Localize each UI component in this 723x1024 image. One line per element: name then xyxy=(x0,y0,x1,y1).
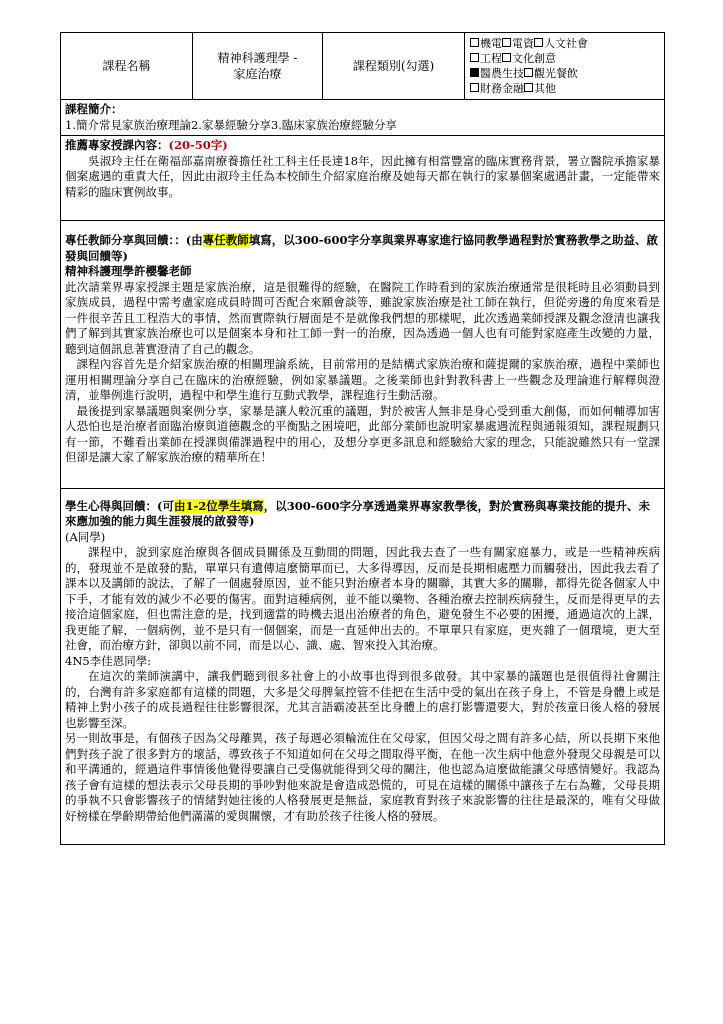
teacher-title-a: 專任教師分享與回饋： xyxy=(65,233,175,247)
recommend-text: 吳淑玲主任在衛福部嘉南療養擔任社工科主任長達18年，因此擁有相當豐富的臨床實務背景，署立醫院承擔家暴個案處遇的重責大任，因此由淑玲主任為本校師生介紹家庭治療及她每天都在執行的家暴個案處遇計畫，一定能帶來精彩的臨床實例故事。 xyxy=(65,153,660,199)
student-b-paragraph-1: 在這次的業師演講中，讓我們聽到很多社會上的小故事也得到很多啟發。其中家暴的議題也是很值得社會關注的，台灣有許多家庭都有這樣的問題，大多是父母脾氣控管不佳把在生活中受的氣出在孩子身上，不管是身體上或是精神上對小孩子的成長過程往往影響很深，尤其言語霸凌甚至比身體上的虐打影響還要大，對於孩童日後人格的發展也影響至深。 xyxy=(65,669,660,730)
category-option[interactable]: 人文社會 xyxy=(534,37,588,50)
teacher-heading xyxy=(65,233,660,264)
category-label: 課程類別(勾選) xyxy=(323,33,465,100)
teacher-title-c: 填寫，以300-600字分享與業界專家進行協同教學過程對於實務教學之助益、啟發與回饋等) xyxy=(65,233,658,263)
teacher-title-b: ：(由 xyxy=(174,233,203,247)
category-option[interactable]: 其他 xyxy=(524,82,556,95)
teacher-title-highlight: 專任教師 xyxy=(202,233,249,247)
student-title-b: ，以300-600字分享透過業界專家教學後，對於實務與專業技能的提升、未來應加強的能力與生涯發展的啟發等) xyxy=(65,498,651,528)
checkbox-icon[interactable] xyxy=(524,83,533,92)
recommend-heading xyxy=(65,138,660,154)
teacher-name: 精神科護理學許櫻馨老師 xyxy=(65,264,192,278)
student-b-label: 4N5李佳恩同學: xyxy=(65,653,152,668)
teacher-cell xyxy=(61,221,665,489)
category-option[interactable]: 機電 xyxy=(470,37,502,50)
recommend-row xyxy=(61,136,665,221)
recommend-cell xyxy=(61,136,665,221)
checkbox-icon[interactable] xyxy=(470,38,479,47)
form-page xyxy=(60,32,664,845)
course-name-line1: 精神科護理學 - xyxy=(217,51,298,65)
recommend-title: 推薦專家授課內容： xyxy=(65,138,169,152)
teacher-paragraph-3: 最後提到家暴議題與案例分享，家暴是讓人較沉重的議題，對於被害人無非是身心受到重大創傷，而如何輔導加害人恐怕也是治療者面臨治療與道德觀念的平衡點之困境吧，此部分業師也說明家暴處遇流程與通報須知，課程規劃只有一節，不難看出業師在授課與備課過程中的用心，及想分享更多訊息和經驗給大家的理念，只能說雖然只有一堂課但卻是讓大家了解家族治療的精華所在！ xyxy=(65,403,660,464)
student-heading xyxy=(65,499,660,530)
student-title-a: 學生心得與回饋：(可 xyxy=(65,498,174,513)
intro-text: 1.簡介常見家族治療理論2.家暴經驗分享3.臨床家族治療經驗分享 xyxy=(65,117,397,132)
category-option[interactable]: 觀光餐飲 xyxy=(524,67,578,80)
category-options xyxy=(465,33,665,100)
category-option[interactable]: 電資 xyxy=(502,37,534,50)
intro-cell xyxy=(61,100,665,136)
intro-row xyxy=(61,100,665,136)
checkbox-icon[interactable] xyxy=(502,38,511,47)
teacher-row xyxy=(61,221,665,489)
checkbox-icon[interactable] xyxy=(470,53,479,62)
teacher-paragraph-1: 此次請業界專家授課主題是家族治療，這是很難得的經驗，在醫院工作時看到的家族治療通常是很耗時且必須動員到家族成員，過程中需考慮家庭成員時間可否配合來願會談等，雖說家族治療是社工師在執行，但從旁邊的角度來看是一件很辛苦且工程浩大的事情，然而實際執行層面是不是就像我們想的那樣呢，此次透過業師授課及觀念澄清也讓我們了解到其實家族治療也可以是個案本身和社工師一對一的治療，因為透過一個人也有可能對家庭產生改變的力量，聽到這個訊息著實澄清了自己的觀念。 xyxy=(65,279,660,356)
category-option[interactable]: 工程 xyxy=(470,52,502,65)
category-line-4 xyxy=(470,81,659,96)
checkbox-icon[interactable] xyxy=(534,38,543,47)
category-line-1 xyxy=(470,36,659,51)
checkbox-icon[interactable] xyxy=(470,83,479,92)
student-b-paragraph-2: 另一則故事是，有個孩子因為父母離異，孩子每週必須輪流住在父母家，但因父母之間有許多心結，所以長期下來他們對孩子說了很多對方的壞話，導致孩子不知道如何在父母之間取得平衡，在他一次生病中他意外發現父母親是可以和平溝通的，經過這件事情後他覺得要讓自己受傷就能得到父母的關注，他也認為這麼做能讓父母感情變好。我認為孩子會有這樣的想法表示父母長期的爭吵對他來說是會造成恐慌的，可見在這樣的關係中讓孩子左右為難，父母長期的爭執不只會影響孩子的情緒對她往後的人格發展更是無益，家庭教育對孩子來說影響的往往是最深的，唯有父母做好榜樣在學齡期帶給他們滿滿的愛與關懷，才有助於孩子往後人格的發展。 xyxy=(65,731,660,823)
student-a-label: (A同學) xyxy=(65,529,106,544)
student-a-text: 課程中，說到家庭治療與各個成員關係及互動間的問題，因此我去查了一些有關家庭暴力，或是一些精神疾病的，發現並不是啟發的點，單單只有遺傳這麼簡單而已，大多得導因，反而是長期相處壓力而觸發出，因此我去看了課本以及講師的說法，了解了一個處發原因，並不能只對治療者本身的關聯，其實大多的關聯，都得先從各個家人中下手，才能有效的減少不必要的傷害。面對這種病例，並不能以藥物、各種治療去控制疾病發生，反而是得更早的去接洽這個家庭，但也需注意的是，找到適當的時機去退出治療者的角色，避免發生不必要的困擾，通過這次的上課，我更能了解，一個病例，並不是只有一個個案，而是一直延伸出去的。不單單只有家庭，更夾雜了一個環境，更大至社會，而治療方針，卻與以前不同，而是以心、識、處、智來投入其治療。 xyxy=(65,545,660,652)
category-option[interactable]: 文化創意 xyxy=(502,52,556,65)
course-name-value xyxy=(193,33,323,100)
category-line-3 xyxy=(470,66,659,81)
student-title-highlight: 由1-2位學生填寫 xyxy=(173,498,264,513)
recommend-limit: (20-50字) xyxy=(168,138,228,152)
student-cell xyxy=(61,488,665,845)
teacher-paragraph-2: 課程內容首先是介紹家族治療的相關理論系統，目前常用的是結構式家族治療和薩提爾的家族治療，過程中業師也運用相關理論分享自己在臨床的治療經驗，例如家暴議題。之後業師也針對教科書上一些觀念及理論進行解釋與澄清，並舉例進行說明，過程中和學生進行互動式教學，課程進行生動活潑。 xyxy=(65,357,660,402)
category-option[interactable]: 財務金融 xyxy=(470,82,524,95)
header-row xyxy=(61,33,665,100)
checkbox-icon[interactable] xyxy=(502,53,511,62)
course-name-label: 課程名稱 xyxy=(61,33,193,100)
category-line-2 xyxy=(470,51,659,66)
course-form-table xyxy=(60,32,665,845)
checkbox-checked-icon[interactable] xyxy=(470,68,479,77)
checkbox-icon[interactable] xyxy=(524,68,533,77)
course-name-line2: 家庭治療 xyxy=(233,67,282,81)
intro-title: 課程簡介： xyxy=(65,102,123,116)
student-row xyxy=(61,488,665,845)
category-option[interactable]: 醫農生技 xyxy=(470,67,524,80)
